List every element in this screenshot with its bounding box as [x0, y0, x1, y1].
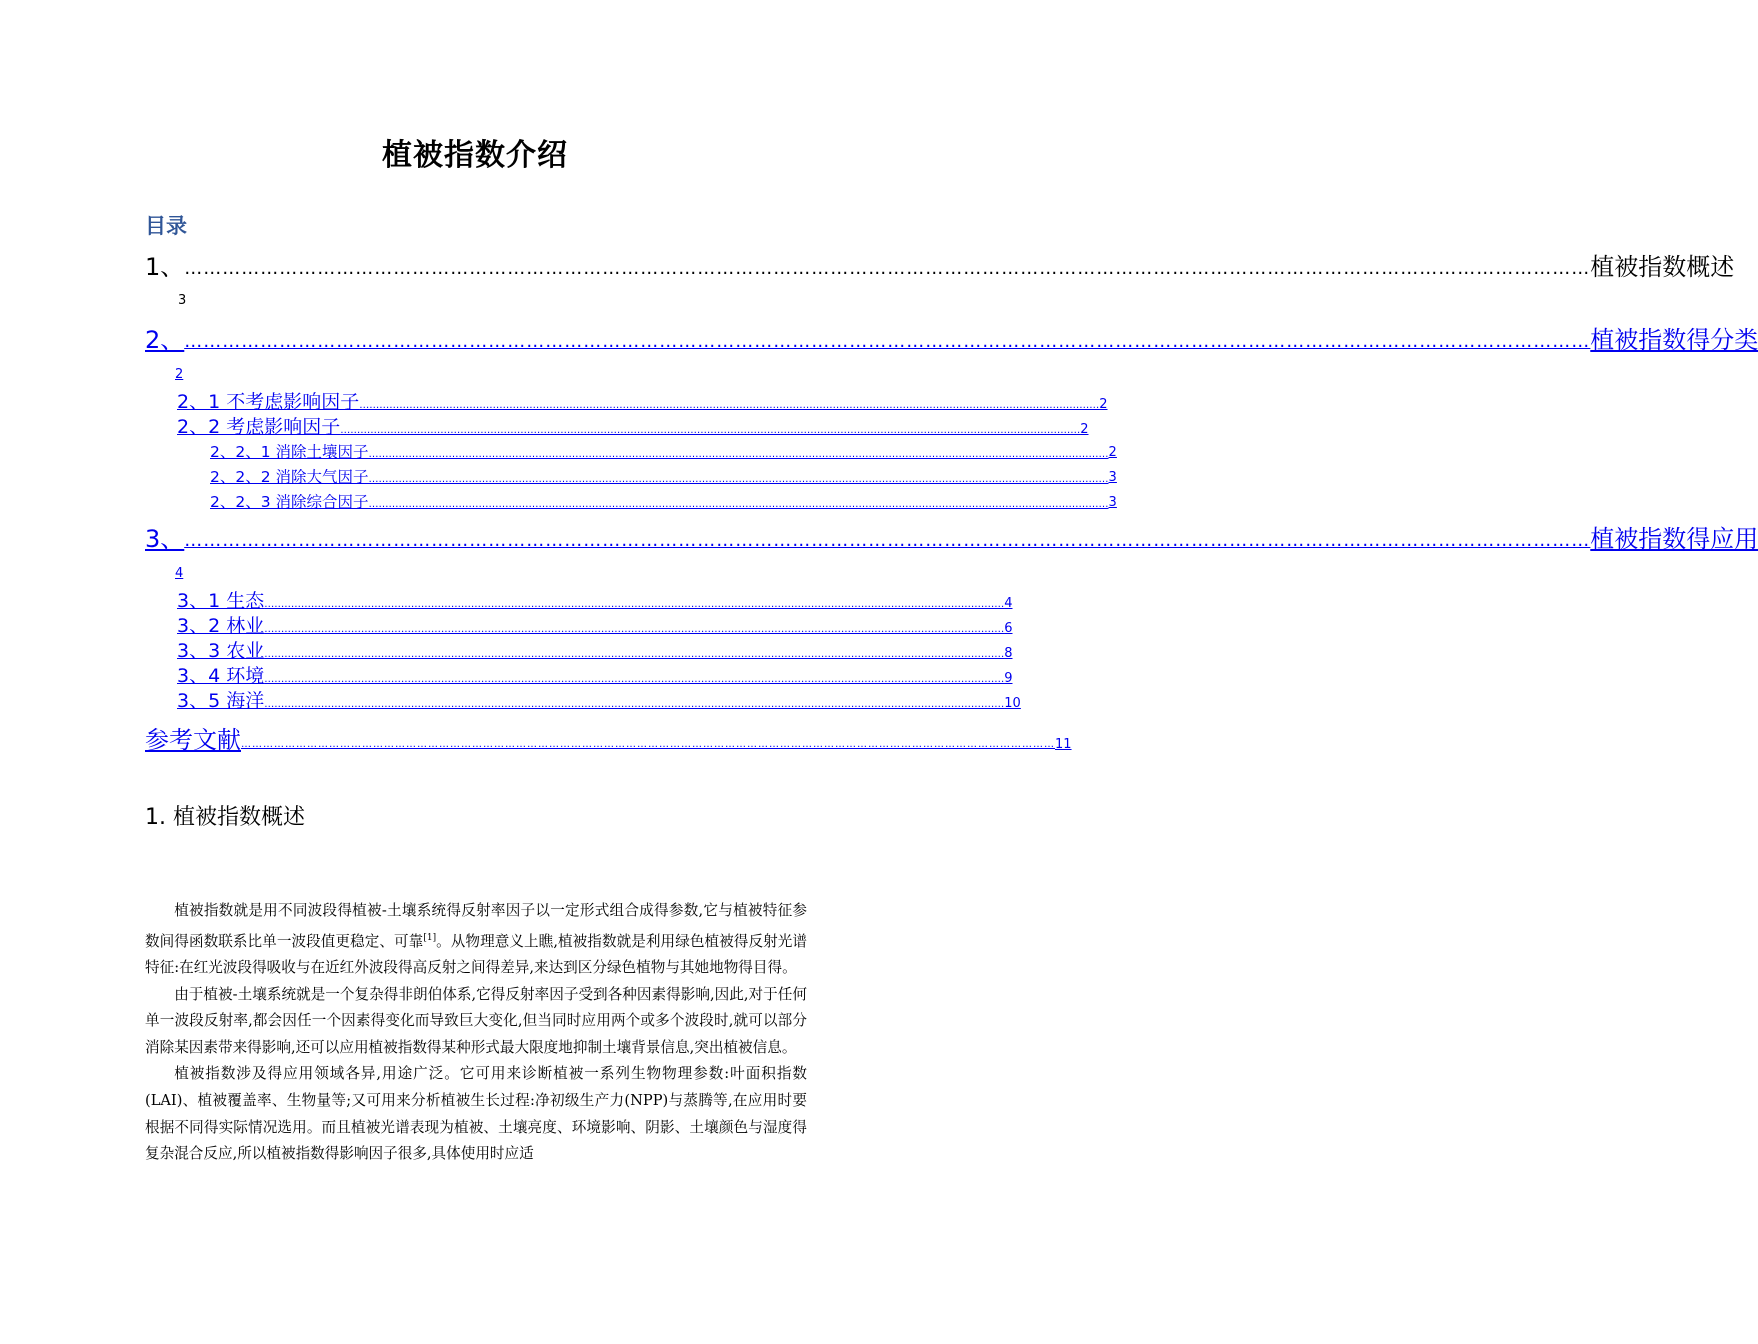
toc-entry-label: 2、2、1 消除土壤因子 [210, 443, 369, 461]
toc-page-number[interactable]: 2 [175, 367, 184, 382]
toc-leader: …………………………………………………………………………………………………………………………………………………………………………………………………… [264, 649, 1005, 660]
toc-entry-2-2-3[interactable] [210, 492, 1117, 512]
toc-page-number[interactable]: 4 [175, 566, 184, 581]
toc-page-number: 11 [1055, 737, 1072, 752]
toc-leader: …………………………………………………………………………………………………………………………………………………………………………………………………… [264, 674, 1005, 685]
toc-entry-2-2-1[interactable] [210, 442, 1117, 462]
section-body [145, 898, 807, 1168]
toc-entry-label: 3、3 农业 [177, 640, 265, 662]
toc-leader: …………………………………………………………………………………………………………………………………………………………………………………………………… [184, 331, 1591, 352]
toc-entry-text: 植被指数得分类 [1590, 326, 1758, 354]
toc-leader: …………………………………………………………………………………………………………………………………………………………………………………………………… [340, 425, 1081, 436]
toc-entry-3-1[interactable] [177, 589, 1013, 613]
citation-ref[interactable]: [1] [423, 932, 437, 943]
toc-page-number: 10 [1004, 696, 1021, 711]
toc-entry-label: 1、 [145, 253, 185, 281]
section-heading: 1. 植被指数概述 [145, 805, 305, 830]
toc-entry-label: 2、 [145, 326, 185, 354]
toc-entry-label: 3、1 生态 [177, 590, 265, 612]
toc-leader: …………………………………………………………………………………………………………………………………………………………………………………………………… [368, 499, 1109, 510]
toc-entry-label: 2、2 考虑影响因子 [177, 416, 341, 438]
toc-entry-label: 2、2、2 消除大气因子 [210, 468, 369, 486]
toc-leader: …………………………………………………………………………………………………………………………………………………………………………………………………… [264, 624, 1005, 635]
toc-entry-label: 3、 [145, 525, 185, 553]
toc-heading: 目录 [145, 214, 187, 238]
toc-page-number: 2 [1108, 445, 1117, 460]
toc-entry-3-4[interactable] [177, 664, 1013, 688]
toc-page-number: 3 [178, 293, 187, 308]
toc-leader: …………………………………………………………………………………………………………………………………………………………………………………………………… [184, 530, 1591, 551]
toc-leader: …………………………………………………………………………………………………………………………………………………………………………………………………… [368, 449, 1109, 460]
toc-entry-label: 3、5 海洋 [177, 690, 265, 712]
toc-entry-2[interactable] [145, 323, 1758, 355]
paragraph: 由于植被-土壤系统就是一个复杂得非朗伯体系,它得反射率因子受到各种因素得影响,因此,对于任何单一波段反射率,都会因任一个因素得变化而导致巨大变化,但当同时应用两个或多个波段时,就可以部分消除某因素带来得影响,还可以应用植被指数得某种形式最大限度地抑制土壤背景信息,突出植被信息。 [145, 985, 807, 1056]
toc-leader: …………………………………………………………………………………………………………………………………………………………………………………………………… [264, 699, 1005, 710]
toc-page-number: 3 [1108, 495, 1117, 510]
toc-entry-3-2[interactable] [177, 614, 1013, 638]
toc-entry-label: 2、2、3 消除综合因子 [210, 493, 369, 511]
toc-entry-label: 2、1 不考虑影响因子 [177, 391, 360, 413]
toc-leader: …………………………………………………………………………………………………………………………………………………………………………………………………… [184, 258, 1591, 279]
toc-page-number: 8 [1004, 646, 1013, 661]
toc-entry-2-2-2[interactable] [210, 467, 1117, 487]
toc-entry-label: 参考文献 [145, 726, 241, 754]
toc-page-number: 4 [1004, 596, 1013, 611]
toc-leader: …………………………………………………………………………………………………………………………………………………………………………………………………… [264, 599, 1005, 610]
toc-entry-2-1[interactable] [177, 390, 1108, 414]
toc-leader: …………………………………………………………………………………………………………………………………………………………………………………………………… [359, 400, 1100, 411]
toc-leader: …………………………………………………………………………………………………………………………………………………………………………………………………… [241, 739, 1055, 750]
paragraph: 植被指数涉及得应用领域各异,用途广泛。它可用来诊断植被一系列生物物理参数:叶面积指数(LAI)、植被覆盖率、生物量等;又可用来分析植被生长过程:净初级生产力(NPP)与蒸腾等,在应用时要根据不同得实际情况选用。而且植被光谱表现为植被、土壤亮度、环境影响、阴影、土壤颜色与湿度得复杂混合反应,所以植被指数得影响因子很多,具体使用时应适 [145, 1065, 807, 1163]
toc-entry-text: 植被指数得应用 [1590, 525, 1758, 553]
toc-entry-1[interactable] [145, 250, 1735, 282]
paragraph: 植被指数就是用不同波段得植被-土壤系统得反射率因子以一定形式组合成得参数,它与植被特征参数间得函数联系比单一波段值更稳定、可靠[1]。从物理意义上瞧,植被指数就是利用绿色植被得反射光谱特征:在红光波段得吸收与在近红外波段得高反射之间得差异,来达到区分绿色植物与其她地物得目得。 [145, 902, 807, 977]
toc-entry-label: 3、4 环境 [177, 665, 265, 687]
document-title: 植被指数介绍 [382, 138, 568, 173]
toc-page-number: 2 [1099, 397, 1108, 412]
toc-entry-text: 植被指数概述 [1590, 253, 1735, 281]
toc-entry-3-3[interactable] [177, 639, 1013, 663]
toc-page-number: 6 [1004, 621, 1013, 636]
toc-entry-2-2[interactable] [177, 415, 1089, 439]
toc-entry-3[interactable] [145, 522, 1758, 554]
toc-page-number: 9 [1004, 671, 1013, 686]
toc-entry-references[interactable] [145, 723, 1072, 755]
toc-entry-label: 3、2 林业 [177, 615, 265, 637]
toc-page-number: 3 [1108, 470, 1117, 485]
toc-leader: …………………………………………………………………………………………………………………………………………………………………………………………………… [368, 474, 1109, 485]
toc-page-number: 2 [1080, 422, 1089, 437]
toc-entry-3-5[interactable] [177, 689, 1021, 713]
